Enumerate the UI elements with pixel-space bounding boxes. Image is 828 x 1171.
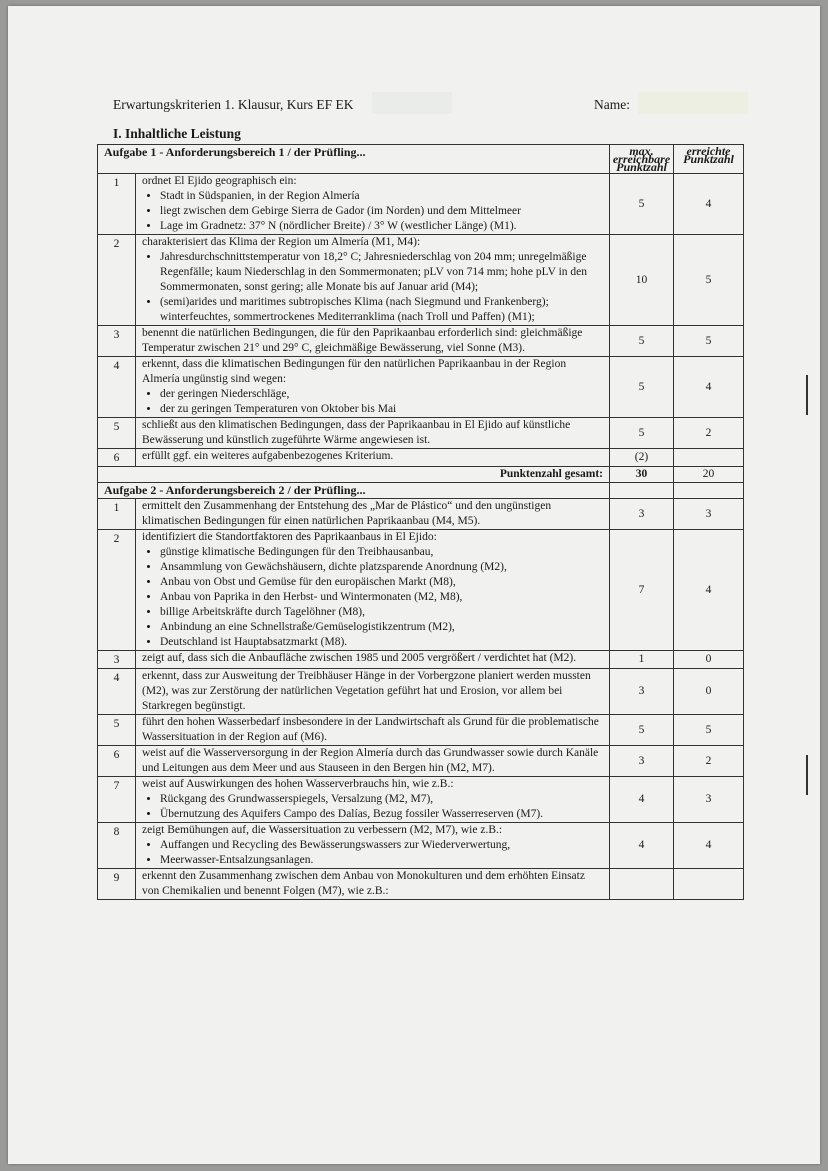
achieved-points: 5 [674, 715, 744, 746]
achieved-points: 3 [674, 499, 744, 530]
table-row [98, 777, 744, 823]
achieved-points: 2 [674, 746, 744, 777]
achieved-points: 0 [674, 651, 744, 669]
criterion-intro: weist auf die Wasserversorgung in der Region Almería durch das Grundwasser sowie durch Kanäle und Leitungen aus dem Meer und aus Stauseen in den Bergen hin (M2, M7). [142, 747, 599, 774]
table-row [98, 357, 744, 418]
table-row [98, 449, 744, 467]
criterion-text [136, 174, 610, 235]
criterion-text [136, 449, 610, 467]
criterion-text [136, 530, 610, 651]
max-points: 3 [610, 669, 674, 715]
table-row [98, 823, 744, 869]
criterion-number: 5 [98, 715, 136, 746]
criterion-text [136, 357, 610, 418]
table-row [98, 715, 744, 746]
achieved-points: 4 [674, 357, 744, 418]
criterion-bullets [142, 792, 603, 822]
document-title: Erwartungskriterien 1. Klausur, Kurs EF EK [113, 97, 354, 112]
table-row [98, 651, 744, 669]
criterion-number: 1 [98, 499, 136, 530]
task1-title: Aufgabe 1 - Anforderungsbereich 1 / der Prüfling... [98, 145, 610, 174]
criterion-intro: benennt die natürlichen Bedingungen, die für den Paprikaanbau erforderlich sind: gleichmäßige Temperatur zwischen 21° und 29° C, gleichmäßige Bewässerung, viel Sonne (M3). [142, 327, 583, 354]
total-row [98, 467, 744, 483]
max-points: 10 [610, 235, 674, 326]
criterion-bullets [142, 387, 603, 417]
table-row [98, 530, 744, 651]
criterion-text [136, 715, 610, 746]
table-row [98, 869, 744, 900]
criterion-text [136, 235, 610, 326]
achieved-points: 4 [674, 530, 744, 651]
task2-max-empty [610, 483, 674, 499]
criterion-number: 6 [98, 449, 136, 467]
table-row [98, 326, 744, 357]
max-points: 4 [610, 777, 674, 823]
criterion-intro: erkennt, dass zur Ausweitung der Treibhäuser Hänge in der Vorbergzone planiert werden mussten (M2), was zur Zerstörung der natürlichen Vegetation geführt hat und Erosion, vor allem bei Starkregen begünstigt. [142, 670, 591, 712]
max-points: 5 [610, 715, 674, 746]
list-item: • (semi)arides und maritimes subtropisches Klima (nach Siegmund und Frankenberg); winterfeuchtes, sommertrockenes Mediterranklima (nach Troll und Paffen) (M1); [160, 295, 603, 325]
criterion-intro: ordnet El Ejido geographisch ein: [142, 175, 297, 187]
achieved-points: 5 [674, 326, 744, 357]
max-points: 5 [610, 174, 674, 235]
max-points: 5 [610, 357, 674, 418]
list-item: • billige Arbeitskräfte durch Tagelöhner (M8), [160, 605, 603, 620]
criterion-intro: ermittelt den Zusammenhang der Entstehung des „Mar de Plástico“ und den ungünstigen klimatischen Bedingungen für einen natürlichen Paprikaanbau (M4, M5). [142, 500, 552, 527]
criterion-number: 4 [98, 669, 136, 715]
criterion-intro: erfüllt ggf. ein weiteres aufgabenbezogenes Kriterium. [142, 450, 394, 462]
criterion-bullets [142, 545, 603, 650]
criterion-bullets [142, 189, 603, 234]
max-points: 3 [610, 746, 674, 777]
list-item: • Deutschland ist Hauptabsatzmarkt (M8). [160, 635, 603, 650]
list-item: • Anbau von Paprika in den Herbst- und Wintermonaten (M2, M8), [160, 590, 603, 605]
section-heading: I. Inhaltliche Leistung [113, 126, 241, 141]
achieved-points: 0 [674, 669, 744, 715]
criterion-intro: erkennt, dass die klimatischen Bedingungen für den natürlichen Paprikaanbau in der Region Almería ungünstig sind wegen: [142, 358, 567, 385]
table-row [98, 669, 744, 715]
criterion-number: 9 [98, 869, 136, 900]
list-item: • günstige klimatische Bedingungen für den Treibhausanbau, [160, 545, 603, 560]
criterion-text [136, 777, 610, 823]
table-row [98, 174, 744, 235]
criterion-text [136, 869, 610, 900]
max-points: 4 [610, 823, 674, 869]
achieved-points: 5 [674, 235, 744, 326]
criterion-intro: zeigt Bemühungen auf, die Wassersituation zu verbessern (M2, M7), wie z.B.: [142, 824, 503, 836]
scan-mark [806, 375, 808, 415]
list-item: • Lage im Gradnetz: 37° N (nördlicher Breite) / 3° W (westlicher Länge) (M1). [160, 219, 603, 234]
achieved-points: 4 [674, 823, 744, 869]
criterion-number: 6 [98, 746, 136, 777]
max-points [610, 869, 674, 900]
criterion-intro: identifiziert die Standortfaktoren des Paprikaanbaus in El Ejido: [142, 531, 437, 543]
total-max: 30 [610, 467, 674, 483]
criterion-intro: charakterisiert das Klima der Region um Almería (M1, M4): [142, 236, 421, 248]
highlight-mark [372, 92, 452, 114]
criterion-number: 2 [98, 235, 136, 326]
total-achieved: 20 [674, 467, 744, 483]
criterion-intro: zeigt auf, dass sich die Anbaufläche zwischen 1985 und 2005 vergrößert / verdichtet hat (M2). [142, 652, 577, 664]
scan-mark [806, 755, 808, 795]
criterion-intro: erkennt den Zusammenhang zwischen dem Anbau von Monokulturen und dem erhöhten Einsatz von Chemikalien und benennt Folgen (M7), wie z.B.: [142, 870, 585, 897]
list-item: • Jahresdurchschnittstemperatur von 18,2° C; Jahresniederschlag von 204 mm; unregelmäßige Regenfälle; kaum Niederschlag in den Sommermonaten; pLV von 714 mm; hohe pLV in den Sommermonaten, sonst gering; alle Monate bis auf Januar arid (M4); [160, 250, 603, 295]
task2-got-empty [674, 483, 744, 499]
list-item: • Ansammlung von Gewächshäusern, dichte platzsparende Anordnung (M2), [160, 560, 603, 575]
list-item: • Auffangen und Recycling des Bewässerungswassers zur Wiederverwertung, [160, 838, 603, 853]
criterion-text [136, 418, 610, 449]
name-label: Name: [594, 97, 630, 112]
criterion-bullets [142, 250, 603, 325]
achieved-points [674, 449, 744, 467]
criterion-number: 1 [98, 174, 136, 235]
criterion-intro: weist auf Auswirkungen des hohen Wasserverbrauchs hin, wie z.B.: [142, 778, 454, 790]
list-item: • liegt zwischen dem Gebirge Sierra de Gador (im Norden) und dem Mittelmeer [160, 204, 603, 219]
achieved-points: 2 [674, 418, 744, 449]
task2-title: Aufgabe 2 - Anforderungsbereich 2 / der Prüfling... [98, 483, 610, 499]
criterion-number: 3 [98, 651, 136, 669]
criterion-bullets [142, 838, 603, 868]
criterion-text [136, 651, 610, 669]
col-max-header: max. erreichbare Punktzahl [610, 145, 674, 174]
list-item: • Meerwasser-Entsalzungsanlagen. [160, 853, 603, 868]
criterion-text [136, 823, 610, 869]
achieved-points: 3 [674, 777, 744, 823]
max-points: 3 [610, 499, 674, 530]
achieved-points: 4 [674, 174, 744, 235]
criterion-number: 2 [98, 530, 136, 651]
criterion-text [136, 746, 610, 777]
list-item: • Anbau von Obst und Gemüse für den europäischen Markt (M8), [160, 575, 603, 590]
list-item: • der zu geringen Temperaturen von Oktober bis Mai [160, 402, 603, 417]
criterion-number: 8 [98, 823, 136, 869]
criterion-number: 4 [98, 357, 136, 418]
total-label: Punktenzahl gesamt: [98, 467, 610, 483]
max-points: 7 [610, 530, 674, 651]
table-row [98, 746, 744, 777]
task1-header-row [98, 145, 744, 174]
achieved-points [674, 869, 744, 900]
col-got-header: erreichte Punktzahl [674, 145, 744, 174]
criterion-intro: führt den hohen Wasserbedarf insbesondere in der Landwirtschaft als Grund für die problematische Wassersituation in der Region auf (M6). [142, 716, 599, 743]
table-row [98, 235, 744, 326]
list-item: • Anbindung an eine Schnellstraße/Gemüselogistikzentrum (M2), [160, 620, 603, 635]
criterion-text [136, 326, 610, 357]
list-item: • Rückgang des Grundwasserspiegels, Versalzung (M2, M7), [160, 792, 603, 807]
highlight-mark [638, 92, 748, 114]
list-item: • Übernutzung des Aquifers Campo des Dalías, Bezug fossiler Wasserreserven (M7). [160, 807, 603, 822]
criterion-intro: schließt aus den klimatischen Bedingungen, dass der Paprikaanbau in El Ejido auf künstliche Bewässerung und künstlich zugeführte Wärme angewiesen ist. [142, 419, 571, 446]
table-row [98, 499, 744, 530]
criteria-table [97, 144, 744, 900]
criterion-text [136, 669, 610, 715]
max-points: 1 [610, 651, 674, 669]
criterion-number: 7 [98, 777, 136, 823]
max-points: (2) [610, 449, 674, 467]
criterion-number: 5 [98, 418, 136, 449]
list-item: • der geringen Niederschläge, [160, 387, 603, 402]
task2-header-row [98, 483, 744, 499]
max-points: 5 [610, 418, 674, 449]
table-row [98, 418, 744, 449]
max-points: 5 [610, 326, 674, 357]
criterion-number: 3 [98, 326, 136, 357]
criterion-text [136, 499, 610, 530]
list-item: • Stadt in Südspanien, in der Region Almería [160, 189, 603, 204]
